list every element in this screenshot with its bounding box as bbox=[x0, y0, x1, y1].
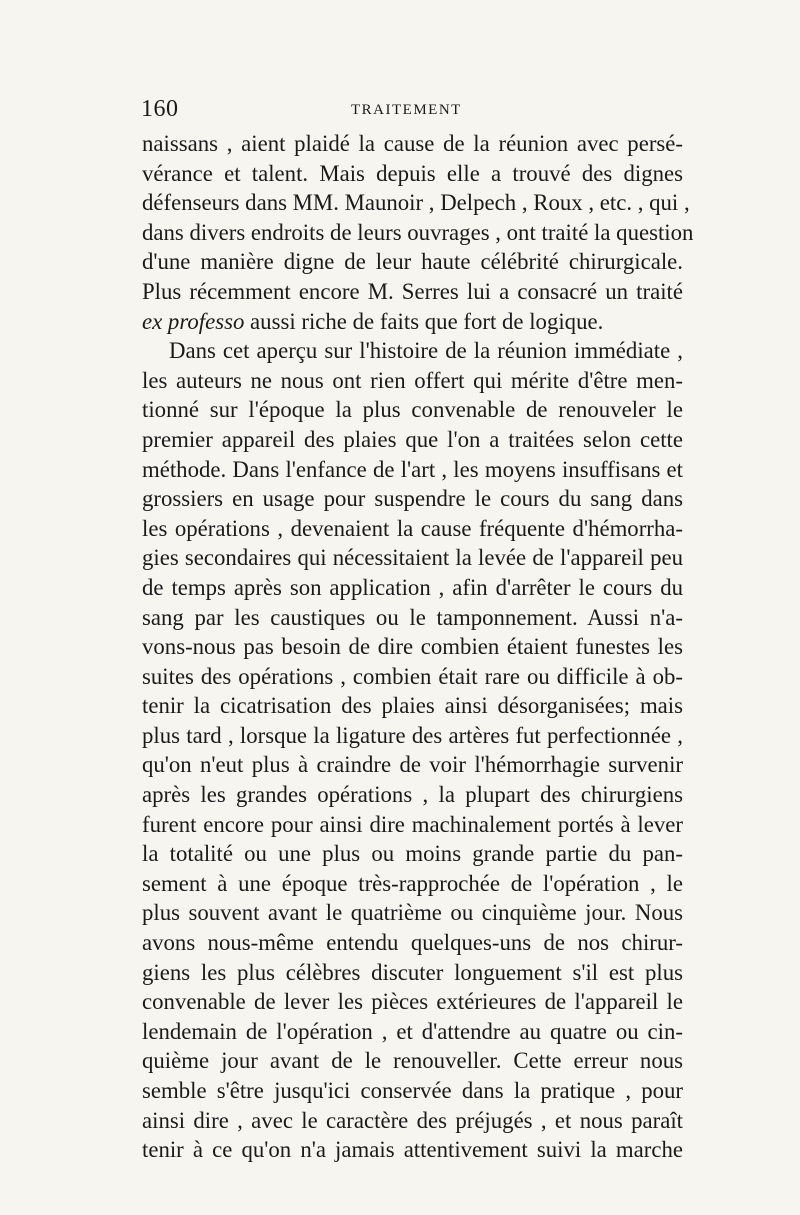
text-line: qu'on n'eut plus à craindre de voir l'hémorrhagie survenir bbox=[142, 752, 683, 778]
text-line: premier appareil des plaies que l'on a traitées selon cette bbox=[142, 426, 683, 452]
text-line: les auteurs ne nous ont rien offert qui mérite d'être men- bbox=[142, 367, 683, 393]
text-line: Plus récemment encore M. Serres lui a consacré un traité bbox=[142, 278, 683, 304]
text-line: ainsi dire , avec le caractère des préjugés , et nous paraît bbox=[142, 1107, 683, 1133]
text-line: tenir la cicatrisation des plaies ainsi désorganisées; mais bbox=[142, 693, 683, 719]
text-line: furent encore pour ainsi dire machinalement portés à lever bbox=[142, 811, 683, 837]
text-line: après les grandes opérations , la plupart des chirurgiens bbox=[142, 782, 683, 808]
text-line: vons-nous pas besoin de dire combien étaient funestes les bbox=[142, 634, 683, 660]
page-number: 160 bbox=[141, 96, 179, 122]
text-line bbox=[142, 307, 683, 337]
text-line: suites des opérations , combien était rare ou difficile à ob- bbox=[142, 663, 683, 689]
text-line: méthode. Dans l'enfance de l'art , les moyens insuffisans et bbox=[142, 456, 683, 482]
text-line: sang par les caustiques ou le tamponnement. Aussi n'a- bbox=[142, 604, 683, 630]
text-line: naissans , aient plaidé la cause de la réunion avec persé- bbox=[142, 131, 683, 156]
text-line: plus souvent avant le quatrième ou cinquième jour. Nous bbox=[142, 900, 683, 926]
text-line: la totalité ou une plus ou moins grande partie du pan- bbox=[142, 841, 683, 867]
text-line: convenable de lever les pièces extérieures de l'appareil le bbox=[142, 989, 683, 1015]
text-line: giens les plus célèbres discuter longuement s'il est plus bbox=[142, 959, 683, 985]
text-line: vérance et talent. Mais depuis elle a trouvé des dignes bbox=[142, 160, 683, 186]
running-head bbox=[141, 96, 682, 122]
body-text bbox=[142, 129, 694, 1165]
text-line: défenseurs dans MM. Maunoir , Delpech , Roux , etc. , qui , bbox=[142, 190, 690, 216]
text-fragment: aussi riche de faits que fort de logique. bbox=[244, 308, 604, 334]
latin-phrase: ex professo bbox=[142, 308, 245, 334]
text-line: gies secondaires qui nécessitaient la levée de l'appareil peu bbox=[142, 545, 683, 571]
text-line: d'une manière digne de leur haute célébrité chirurgicale. bbox=[142, 249, 683, 275]
text-line: tionné sur l'époque la plus convenable de renouveler le bbox=[142, 397, 683, 423]
text-line: de temps après son application , afin d'arrêter le cours du bbox=[142, 574, 683, 600]
running-title: TRAITEMENT bbox=[351, 102, 462, 118]
text-line: plus tard , lorsque la ligature des artères fut perfectionnée , bbox=[142, 722, 683, 748]
text-line: avons nous-même entendu quelques-uns de nos chirur- bbox=[142, 930, 683, 956]
text-line: semble s'être jusqu'ici conservée dans la pratique , pour bbox=[142, 1078, 683, 1103]
text-line: tenir à ce qu'on n'a jamais attentivement suivi la marche bbox=[142, 1137, 683, 1163]
text-line: sement à une époque très-rapprochée de l'opération , le bbox=[142, 870, 683, 896]
text-line: quième jour avant de le renouveller. Cette erreur nous bbox=[142, 1048, 683, 1074]
text-line: dans divers endroits de leurs ouvrages , ont traité la question bbox=[142, 219, 694, 245]
text-line: Dans cet aperçu sur l'histoire de la réunion immédiate , bbox=[169, 338, 683, 364]
text-line: lendemain de l'opération , et d'attendre au quatre ou cin- bbox=[142, 1018, 683, 1044]
text-line: grossiers en usage pour suspendre le cours du sang dans bbox=[142, 486, 683, 512]
text-line: les opérations , devenaient la cause fréquente d'hémorrha- bbox=[142, 515, 683, 541]
